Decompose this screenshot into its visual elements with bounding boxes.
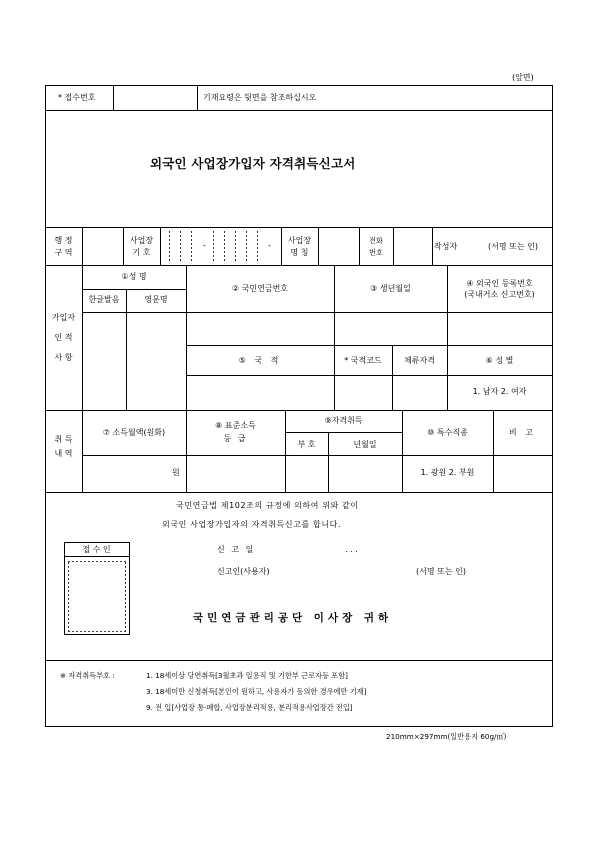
gender-options: 1. 남자 2. 여자 <box>472 387 527 396</box>
code-dash-2: - <box>268 241 271 250</box>
page-side-label: (앞면) <box>512 73 534 82</box>
declaration-line-1: 국민연금법 제102조의 규정에 의하여 위와 같이 <box>176 501 359 510</box>
addressee-line: 국민연금관리공단 이사장 귀하 <box>193 612 393 624</box>
admin-zone-label-2: 구 역 <box>54 248 73 257</box>
remarks-label: 비 고 <box>509 428 536 437</box>
member-section-label-3: 사 항 <box>54 353 73 362</box>
qualification-date-label: 년월일 <box>353 440 377 449</box>
qualification-code-label: 부 호 <box>297 440 316 449</box>
name-korean-label: 한글발음 <box>88 295 120 304</box>
declaration-line-2: 외국인 사업장가입자의 자격취득신고를 합니다. <box>162 520 342 529</box>
workplace-name-label-2: 명 칭 <box>290 248 309 257</box>
pension-number-label: ② 국민연금번호 <box>231 284 289 293</box>
name-english-label: 영문명 <box>144 295 168 304</box>
name-label: ①성 명 <box>121 272 147 281</box>
receipt-number-label: * 접수번호 <box>58 93 96 102</box>
alien-registration-label-1: ④ 외국인 등록번호 <box>466 279 533 288</box>
special-job-options: 1. 광원 2. 부원 <box>420 468 475 477</box>
alien-registration-label-2: (국내거소 신고번호) <box>464 290 535 299</box>
workplace-name-label-1: 사업장 <box>287 236 312 245</box>
workplace-code-label-2: 기 호 <box>132 248 151 257</box>
acquisition-section-label-1: 취 득 <box>54 435 73 444</box>
phone-label-1: 전화 <box>369 236 383 245</box>
receiver-label: 접 수 인 <box>82 545 111 554</box>
nationality-label: ⑤ 국 적 <box>238 356 282 365</box>
form-title: 외국인 사업장가입자 자격취득신고서 <box>150 156 356 171</box>
notes-label: ※ 자격취득부호 : <box>60 671 115 680</box>
workplace-code-label-1: 사업장 <box>129 236 154 245</box>
admin-zone-label-1: 행 정 <box>54 236 73 245</box>
member-section-label-2: 인 적 <box>54 333 73 342</box>
income-unit-label: 원 <box>172 468 180 477</box>
paper-spec: 210mm×297mm(일반용지 60g/㎡) <box>386 732 507 741</box>
member-section-label-1: 가입자 <box>51 313 76 322</box>
income-label: ⑦ 소득월액(원화) <box>102 428 166 437</box>
report-date-dots: . . . <box>345 545 358 554</box>
grade-label-2: 등 급 <box>223 434 248 443</box>
notes-item-2: 3. 18세미만 신청취득[본인이 원하고, 사용자가 동의한 경우에만 기재] <box>146 687 367 696</box>
gender-label: ⑥ 성 별 <box>485 356 514 365</box>
grade-label-1: ⑧ 표준소득 <box>215 421 256 430</box>
notes-item-3: 9. 전 입[사업장 통·폐합, 사업장분리적용, 분리적용사업장간 전입] <box>146 703 353 712</box>
report-date-label: 신 고 일 <box>217 545 256 554</box>
writer-sign-label: (서명 또는 인) <box>488 242 538 251</box>
nationality-code-label: * 국적코드 <box>344 356 382 365</box>
special-job-label: ⑩ 특수직종 <box>427 428 468 437</box>
acquisition-section-label-2: 내 역 <box>54 449 73 458</box>
code-dash-1: - <box>203 241 206 250</box>
reporter-sign-label: (서명 또는 인) <box>416 567 466 576</box>
reporter-label: 신고인(사용자) <box>217 567 270 576</box>
birth-date-label: ③ 생년월일 <box>370 284 411 293</box>
qualification-label: ⑨자격취득 <box>324 416 363 425</box>
stay-status-label: 체류자격 <box>404 356 435 365</box>
notes-item-1: 1. 18세이상 당연취득[3월초과 일용직 및 기한부 근로자등 포함] <box>146 671 348 680</box>
phone-label-2: 번호 <box>369 248 383 257</box>
instruction-text: 기재요령은 뒷면을 참조하십시오 <box>203 93 317 102</box>
writer-label: 작성자 <box>434 242 458 251</box>
